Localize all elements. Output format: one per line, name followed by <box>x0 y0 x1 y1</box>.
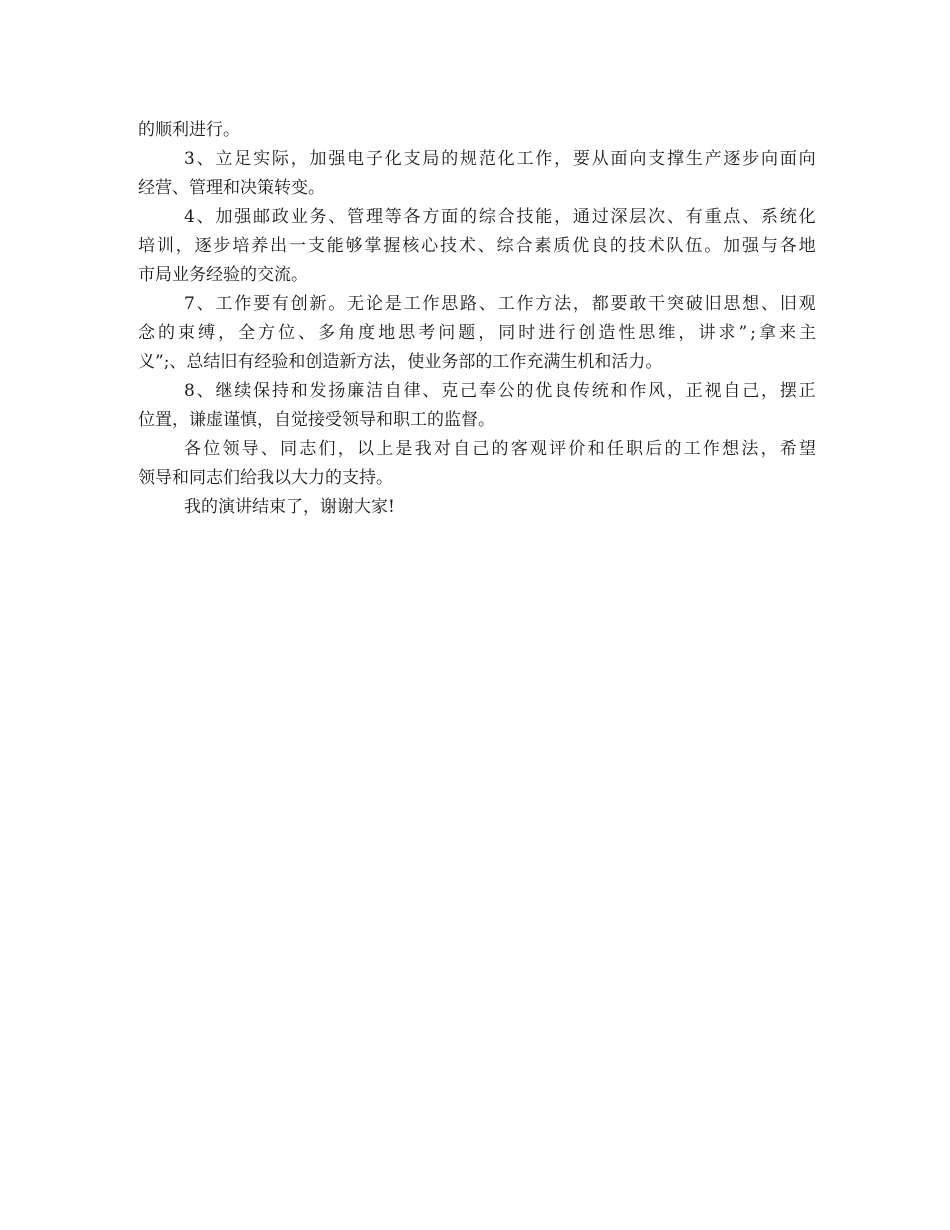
text-line: 经营、管理和决策转变。 <box>138 178 325 198</box>
text-line: 领导和同志们给我以大力的支持。 <box>138 468 393 488</box>
text-line: 位置，谦虚谨慎，自觉接受领导和职工的监督。 <box>138 410 495 430</box>
text-line: 8 、 继 续 保 持 和 发 扬 廉 洁 自 律 、 克 己 奉 公 的 优 良 传 统 和 作 风 ， 正 视 自 己 ， 摆 正 <box>184 381 816 401</box>
text-line: 各 位 领 导 、 同 志 们 ， 以 上 是 我 对 自 己 的 客 观 评 价 和 任 职 后 的 工 作 想 法 ， 希 望 <box>184 439 816 459</box>
text-line: 3 、 立 足 实 际 ， 加 强 电 子 化 支 局 的 规 范 化 工 作 ， 要 从 面 向 支 撑 生 产 逐 步 向 面 向 <box>184 149 816 169</box>
document-body <box>138 116 816 522</box>
text-line: 4 、 加 强 邮 政 业 务 、 管 理 等 各 方 面 的 综 合 技 能 ， 通 过 深 层 次 、 有 重 点 、 系 统 化 <box>184 207 816 227</box>
text-line: 的顺利进行。 <box>138 120 240 140</box>
text-line: 培 训 ， 逐 步 培 养 出 一 支 能 够 掌 握 核 心 技 术 、 综 合 素 质 优 良 的 技 术 队 伍 。 加 强 与 各 地 <box>138 236 816 256</box>
text-line: 7 、 工 作 要 有 创 新 。 无 论 是 工 作 思 路 、 工 作 方 法 ， 都 要 敢 干 突 破 旧 思 想 、 旧 观 <box>184 294 816 314</box>
text-line: 念 的 束 缚 ， 全 方 位 、 多 角 度 地 思 考 问 题 ， 同 时 进 行 创 造 性 思 维 ， 讲 求 ” ; 拿 来 主 <box>138 323 816 343</box>
text-line: 义”;、总结旧有经验和创造新方法，使业务部的工作充满生机和活力。 <box>138 352 663 372</box>
text-line: 我的演讲结束了，谢谢大家! <box>184 497 395 517</box>
text-line: 市局业务经验的交流。 <box>138 265 308 285</box>
